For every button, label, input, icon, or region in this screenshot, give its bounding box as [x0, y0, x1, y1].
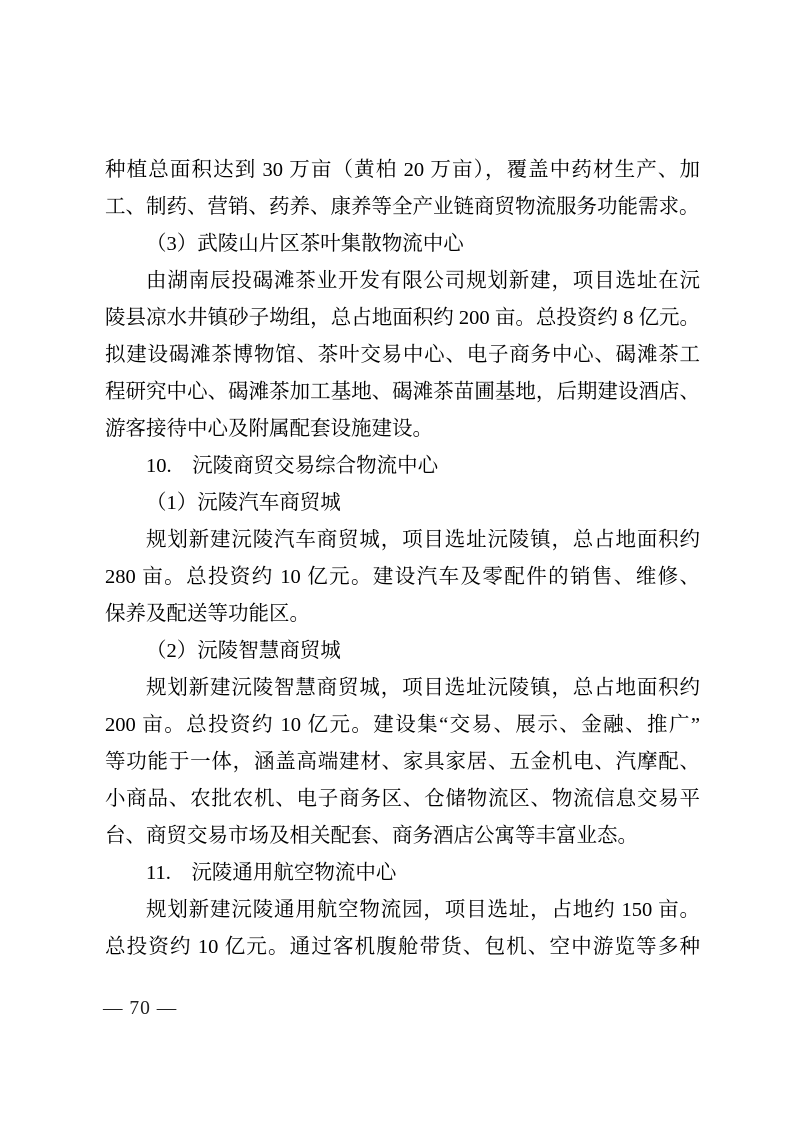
- text-line: 小商品、农批农机、电子商务区、仓储物流区、物流信息交易平: [105, 788, 700, 810]
- text-line: 由湖南辰投碣滩茶业开发有限公司规划新建，项目选址在沅: [146, 270, 700, 292]
- text-line: 200 亩。总投资约 10 亿元。建设集“交易、展示、金融、推广”: [105, 714, 700, 736]
- text-line: （2）沅陵智慧商贸城: [146, 640, 341, 662]
- text-line: 陵县凉水井镇砂子坳组，总占地面积约 200 亩。总投资约 8 亿元。: [105, 307, 700, 329]
- page-number: — 70 —: [103, 998, 178, 1019]
- text-line: 等功能于一体，涵盖高端建材、家具家居、五金机电、汽摩配、: [105, 751, 700, 773]
- text-line: 规划新建沅陵通用航空物流园，项目选址，占地约 150 亩。: [146, 899, 700, 921]
- text-line: 保养及配送等功能区。: [105, 603, 310, 625]
- text-line: 台、商贸交易市场及相关配套、商务酒店公寓等丰富业态。: [105, 825, 638, 847]
- text-line: （3）武陵山片区茶叶集散物流中心: [146, 233, 464, 255]
- text-line: 总投资约 10 亿元。通过客机腹舱带货、包机、空中游览等多种: [105, 936, 700, 958]
- text-line: 规划新建沅陵智慧商贸城，项目选址沅陵镇，总占地面积约: [146, 677, 700, 699]
- document-body: [105, 152, 700, 966]
- text-line: 程研究中心、碣滩茶加工基地、碣滩茶苗圃基地，后期建设酒店、: [105, 381, 700, 403]
- text-line: 工、制药、营销、药养、康养等全产业链商贸物流服务功能需求。: [105, 196, 700, 218]
- text-line: 规划新建沅陵汽车商贸城，项目选址沅陵镇，总占地面积约: [146, 529, 700, 551]
- text-line: 11. 沅陵通用航空物流中心: [146, 862, 397, 884]
- text-line: （1）沅陵汽车商贸城: [146, 492, 341, 514]
- text-line: 游客接待中心及附属配套设施建设。: [105, 418, 433, 440]
- text-line: 种植总面积达到 30 万亩（黄柏 20 万亩），覆盖中药材生产、加: [105, 159, 700, 181]
- text-line: 拟建设碣滩茶博物馆、茶叶交易中心、电子商务中心、碣滩茶工: [105, 344, 700, 366]
- text-line: 10. 沅陵商贸交易综合物流中心: [146, 455, 439, 477]
- text-line: 280 亩。总投资约 10 亿元。建设汽车及零配件的销售、维修、: [105, 566, 700, 588]
